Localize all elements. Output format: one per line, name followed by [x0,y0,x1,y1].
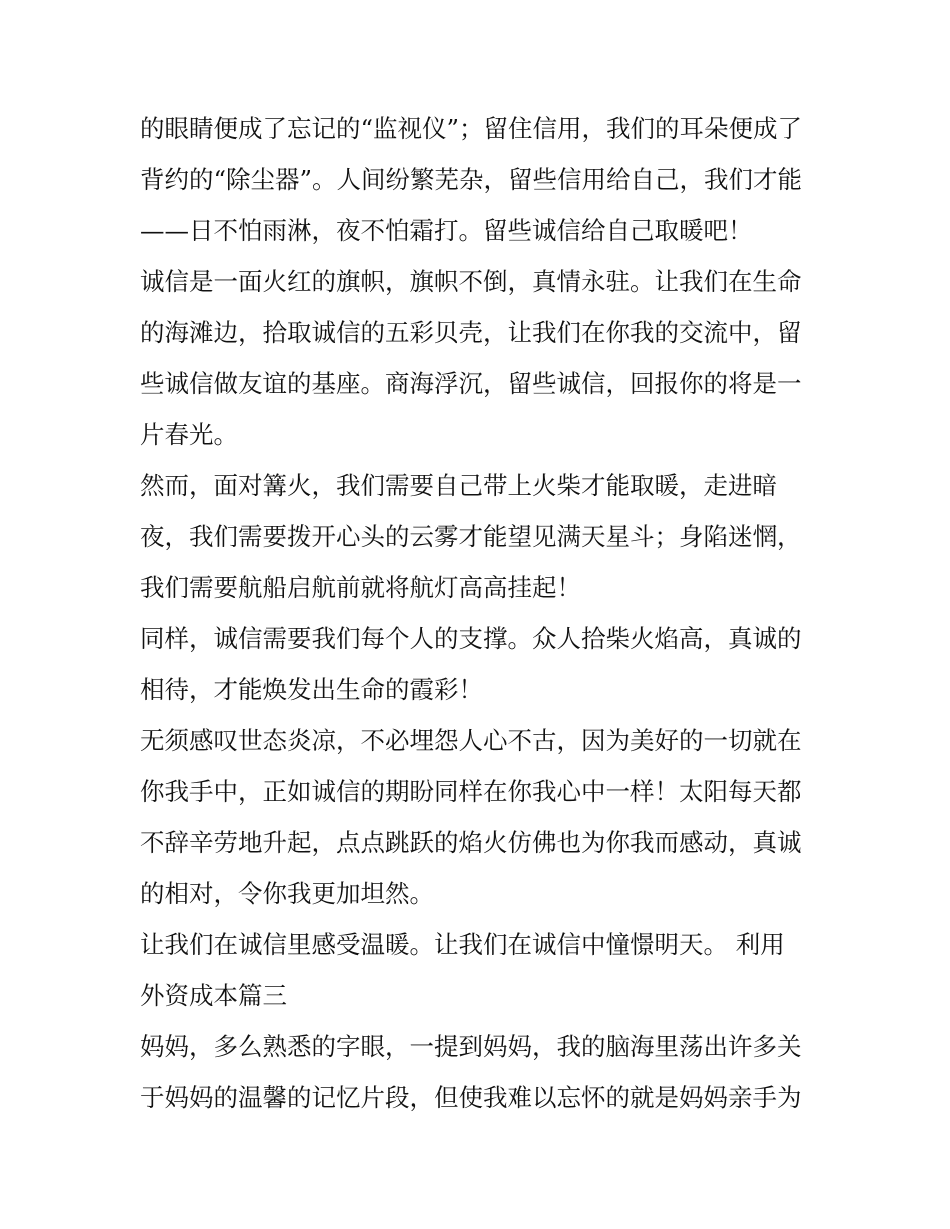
text-line: 背约的“除尘器”。人间纷繁芜杂，留些信用给自己，我们才能 [140,165,803,194]
text-line: 些诚信做友谊的基座。商海浮沉，留些诚信，回报你的将是一 [140,369,802,398]
text-line: 不辞辛劳地升起，点点跳跃的焰火仿佛也为你我而感动，真诚 [140,828,802,857]
text-line: 相待，才能焕发出生命的霞彩！ [140,675,483,704]
text-line: 然而，面对篝火，我们需要自己带上火柴才能取暖，走进暗 [140,471,777,500]
text-line: ——日不怕雨淋，夜不怕霜打。留些诚信给自己取暖吧！ [140,216,753,245]
text-line: 我们需要航船启航前就将航灯高高挂起！ [140,573,581,602]
text-line: 妈妈，多么熟悉的字眼，一提到妈妈，我的脑海里荡出许多关 [140,1032,802,1061]
text-line: 让我们在诚信里感受温暖。让我们在诚信中憧憬明天。 利用 [140,930,785,959]
text-line: 诚信是一面火红的旗帜，旗帜不倒，真情永驻。让我们在生命 [140,267,802,296]
text-line: 同样，诚信需要我们每个人的支撑。众人拾柴火焰高，真诚的 [140,624,802,653]
text-line: 无须感叹世态炎凉，不必埋怨人心不古，因为美好的一切就在 [140,726,802,755]
text-line: 夜，我们需要拨开心头的云雾才能望见满天星斗；身陷迷惘， [140,522,802,551]
text-line: 的海滩边，拾取诚信的五彩贝壳，让我们在你我的交流中，留 [140,318,802,347]
text-line: 于妈妈的温馨的记忆片段，但使我难以忘怀的就是妈妈亲手为 [140,1083,802,1112]
text-line: 的眼睛便成了忘记的“监视仪”；留住信用，我们的耳朵便成了 [140,114,803,143]
text-line: 外资成本篇三 [140,981,287,1010]
text-line: 的相对，令你我更加坦然。 [140,879,434,908]
text-line: 你我手中，正如诚信的期盼同样在你我心中一样！太阳每天都 [140,777,802,806]
text-line: 片春光。 [140,420,238,449]
